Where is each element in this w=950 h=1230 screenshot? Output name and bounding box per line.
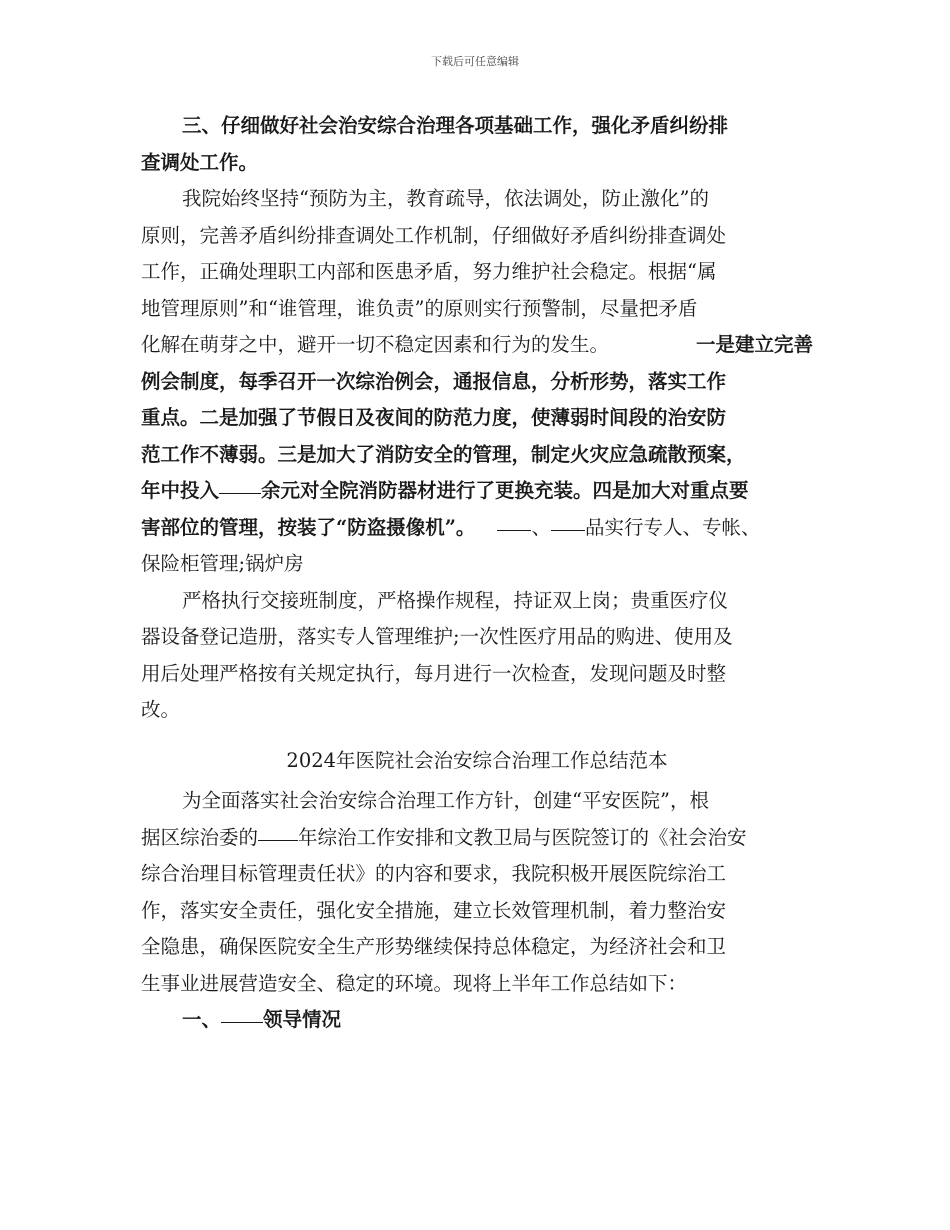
intro-text: 年综治工作安排和文教卫局与医院签订的《社会治安 bbox=[298, 825, 747, 849]
paragraph-line: 器设备登记造册，落实专人管理维护;一次性医疗用品的购进、使用及 bbox=[141, 625, 733, 648]
section3-heading-line2: 查调处工作。 bbox=[141, 150, 259, 174]
document-page bbox=[141, 108, 813, 1039]
paragraph-text: 、 bbox=[531, 515, 551, 539]
paragraph-text: 化解在萌芽之中，避开一切不稳定因素和行为的发生。 bbox=[141, 333, 610, 356]
paragraph-line bbox=[141, 327, 813, 364]
section1-heading-prefix: 一、 bbox=[182, 1008, 222, 1031]
section3-heading-line1: 三、仔细做好社会治安综合治理各项基础工作，强化矛盾纠纷排 bbox=[182, 114, 729, 137]
paragraph-line-bold bbox=[141, 473, 813, 510]
section1-heading bbox=[141, 1002, 813, 1039]
paragraph-line: 我院始终坚持“预防为主，教育疏导，依法调处，防止激化”的 bbox=[182, 187, 709, 210]
fill-blank bbox=[497, 510, 531, 531]
fill-blank bbox=[551, 510, 585, 531]
intro-line: 作，落实安全责任，强化安全措施，建立长效管理机制，着力整治安 bbox=[141, 898, 727, 922]
paragraph-line: 原则，完善矛盾纠纷排查调处工作机制，仔细做好矛盾纠纷排查调处 bbox=[141, 223, 727, 247]
intro-line bbox=[141, 820, 813, 857]
paragraph-line-bold: 例会制度，每季召开一次综治例会，通报信息，分析形势，落实工作 bbox=[141, 369, 727, 393]
paragraph-line-bold: 范工作不薄弱。三是加大了消防安全的管理，制定火灾应急疏散预案， bbox=[141, 442, 746, 466]
paragraph-line-bold: 重点。二是加强了节假日及夜间的防范力度，使薄弱时间段的治安防 bbox=[141, 406, 727, 429]
paragraph-line: 保险柜管理;锅炉房 bbox=[141, 552, 304, 575]
paragraph-line bbox=[141, 510, 813, 547]
paragraph-text: 品实行专人、专帐、 bbox=[584, 515, 761, 539]
paragraph-text-bold: 余元对全院消防器材进行了更换充装。四是加大对重点要 bbox=[261, 479, 749, 502]
intro-line: 生事业进展营造安全、稳定的环境。现将上半年工作总结如下： bbox=[141, 971, 688, 995]
paragraph-line: 地管理原则”和“谁管理，谁负责”的原则实行预警制，尽量把矛盾 bbox=[141, 296, 698, 320]
paragraph-line: 用后处理严格按有关规定执行，每月进行一次检查，发现问题及时整 bbox=[141, 661, 727, 685]
intro-text: 据区综治委的 bbox=[141, 825, 259, 849]
document-title: 2024年医院社会治安综合治理工作总结范本 bbox=[286, 748, 668, 772]
intro-line: 全隐患，确保医院安全生产形势继续保持总体稳定，为经济社会和卫 bbox=[141, 935, 727, 958]
paragraph-line: 工作，正确处理职工内部和医患矛盾，努力维护社会稳定。根据“属 bbox=[141, 260, 717, 283]
section1-heading-suffix: 领导情况 bbox=[263, 1008, 342, 1031]
paragraph-text-bold: 害部位的管理，按装了“防盗摄像机”。 bbox=[141, 515, 476, 539]
fill-blank bbox=[258, 820, 298, 841]
paragraph-text-bold: 一是建立完善 bbox=[695, 333, 813, 356]
header-note: 下载后可任意编辑 bbox=[431, 55, 519, 68]
paragraph-line: 严格执行交接班制度，严格操作规程，持证双上岗；贵重医疗仪 bbox=[182, 588, 729, 612]
fill-blank bbox=[219, 473, 261, 494]
intro-line: 综合治理目标管理责任状》的内容和要求，我院积极开展医院综治工 bbox=[141, 862, 727, 885]
paragraph-line: 改。 bbox=[141, 698, 181, 721]
paragraph-text-bold: 年中投入 bbox=[141, 479, 220, 502]
fill-blank bbox=[221, 1002, 263, 1023]
intro-line: 为全面落实社会治安综合治理工作方针，创建“平安医院”，根 bbox=[182, 789, 709, 812]
